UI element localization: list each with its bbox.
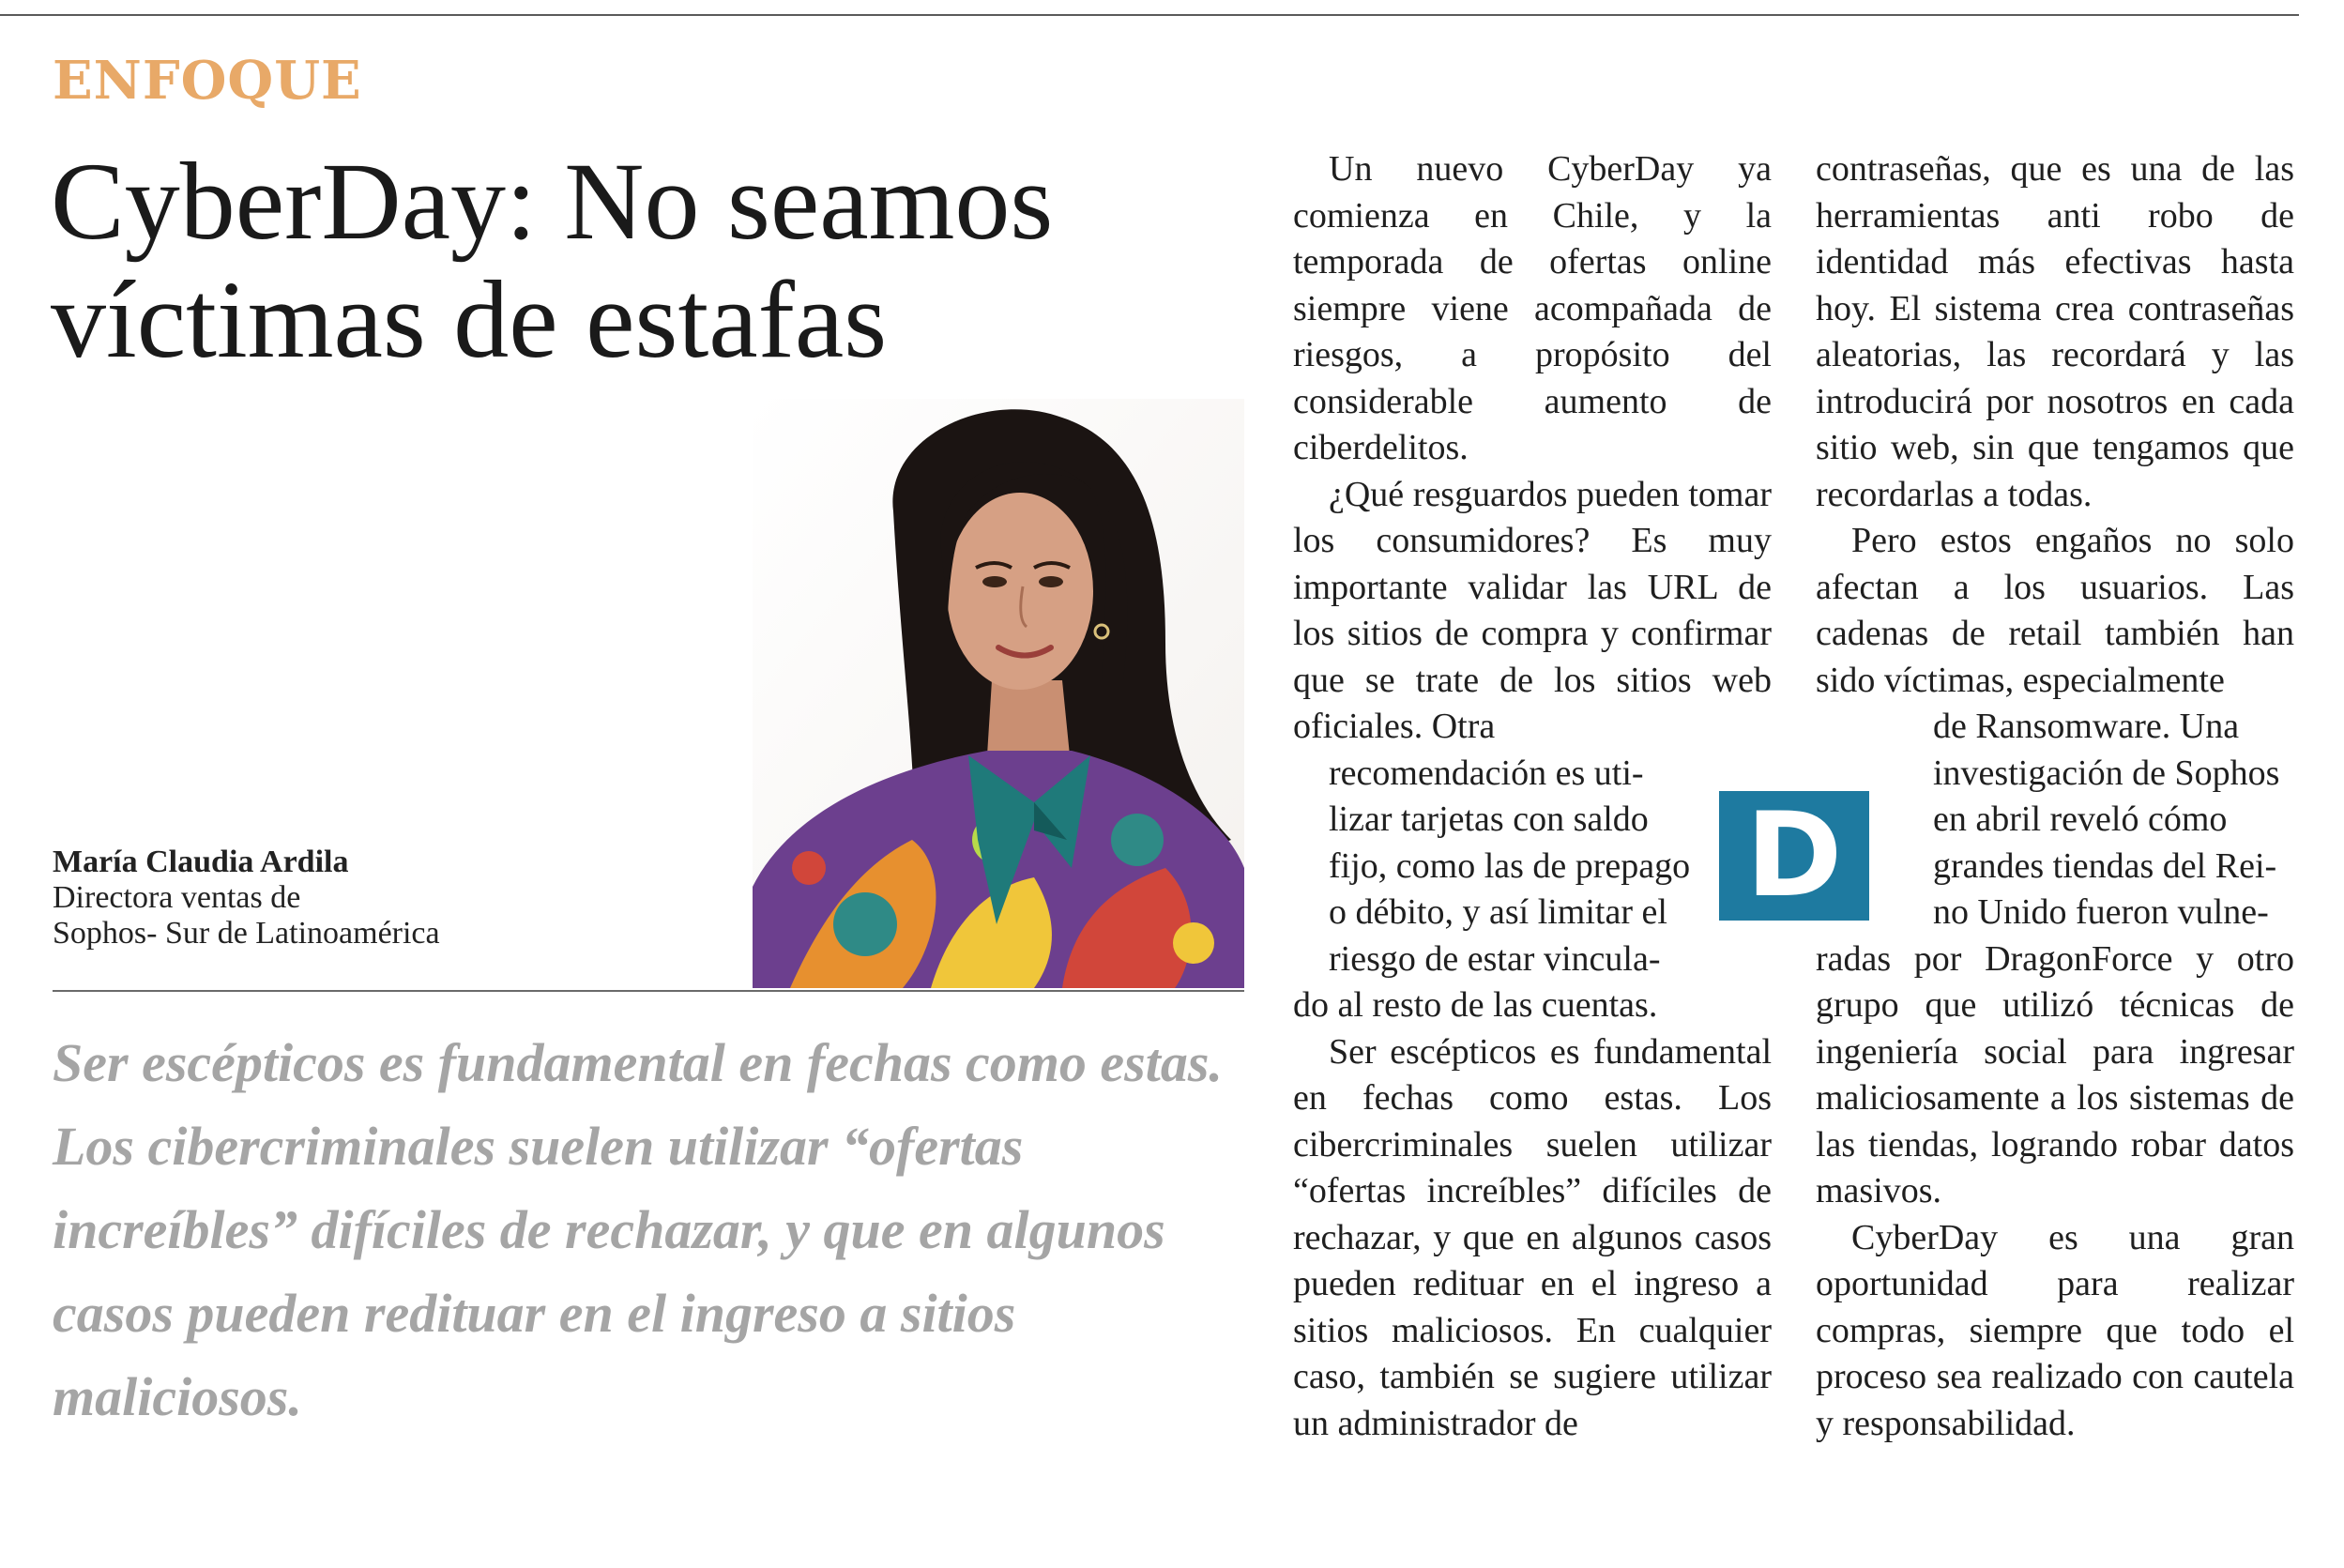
paragraph: CyberDay es una gran oportunidad para realizar compras, siempre que todo el proceso sea realizado con cautela y responsabilidad. [1816,1217,2294,1443]
divider [53,990,1244,992]
headline: CyberDay: No seamos víctimas de estafas [51,140,1054,381]
text-line: grandes tiendas del Rei- [1933,845,2277,886]
text-line: fijo, como las de prepago [1329,845,1691,886]
text-line: investigación de Sophos [1933,753,2280,793]
text-line: do al resto de las cuentas. [1293,985,1658,1025]
paragraph: contraseñas, que es una de las herramientas anti robo de identidad más efectivas hasta hoy. El sistema crea contraseñas aleatorias, las recordará y las introducirá por nosotros en cada sitio web, sin que tengamos que recordarlas a todas. [1816,149,2294,514]
text-line: lizar tarjetas con saldo [1329,799,1649,839]
section-tag: ENFOQUE [53,50,362,112]
paragraph [1816,518,2294,1215]
drop-cap: D [1719,791,1869,921]
text-line: riesgo de estar vincula- [1329,938,1661,979]
paragraph-text: Pero estos engaños no solo afectan a los usuarios. Las cadenas de retail también han sido víctimas, especialmente [1816,521,2294,700]
paragraph: Ser escépticos es fundamental en fechas como estas. Los cibercriminales suelen utilizar “ofertas increíbles” difíciles de rechazar, y que en algunos casos pueden redituar en el ingreso a sitios maliciosos. En cualquier caso, también se sugiere utilizar un administrador de [1293,1031,1772,1443]
paragraph-text: ¿Qué resguardos pueden tomar los consumidores? Es muy importante validar las URL de los sitios de compra y confirmar que se trate de los sitios web oficiales. Otra [1293,474,1772,746]
text-line: en abril reveló cómo [1933,799,2228,839]
text-line: o débito, y así limitar el [1329,892,1667,932]
text-line: de Ransomware. Una [1933,707,2240,746]
author-name: María Claudia Ardila [53,845,349,879]
pull-quote: Ser escépticos es fundamental en fechas como estas. Los cibercriminales suelen utilizar “ofertas increíbles” difíciles de rechazar, y que en algunos casos pueden redituar en el ingreso a sitios maliciosos. [53,1032,1223,1427]
text-line: recomendación es uti- [1329,753,1644,793]
paragraph: Un nuevo CyberDay ya comienza en Chile, y la temporada de ofertas online siempre viene acompañada de riesgos, a propósito del considerable aumento de ciberdelitos. [1293,149,1772,467]
article-column-2 [1816,146,2294,1447]
byline [53,845,440,951]
text-line: no Unido fueron vulne- [1933,892,2269,932]
author-role-line1: Directora ventas de [53,880,301,915]
author-role-line2: Sophos- Sur de Latinoamérica [53,916,440,951]
article-column-1 [1293,146,1772,1447]
author-portrait [753,399,1244,988]
paragraph [1293,472,1772,1029]
text-line: radas por DragonForce y otro grupo que utilizó técnicas de ingeniería social para ingresar maliciosamente a los sistemas de las tiendas, logrando robar datos masivos. [1816,938,2294,1210]
top-rule [0,14,2299,16]
